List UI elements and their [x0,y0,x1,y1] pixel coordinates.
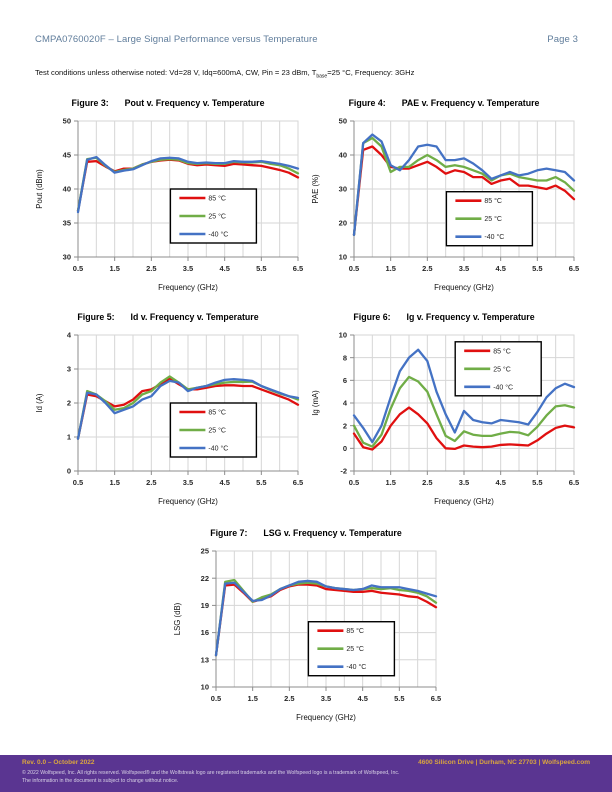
x-tick-label: 2.5 [146,478,157,487]
x-axis-title: Frequency (GHz) [296,713,356,722]
test-conditions [35,68,414,80]
footer-copyright: © 2022 Wolfspeed, Inc. All rights reserved. Wolfspeed® and the Wolfstreak logo are registered trademarks and the Wolfspeed logo is a trademark of Wolfspeed, Inc. [22,770,400,776]
y-axis-title: Id (A) [35,393,44,413]
x-tick-label: 2.5 [422,264,433,273]
figure-3-title [30,98,306,108]
figure-7-title [168,528,444,538]
y-tick-label: 16 [200,628,209,638]
legend-label: -40 °C [208,445,229,453]
figure-label: Figure 4: [348,98,386,108]
x-tick-label: 0.5 [348,478,360,487]
y-tick-label: 3 [66,364,71,374]
legend [446,192,532,246]
y-tick-label: 30 [338,184,347,194]
x-tick-label: 6.5 [292,264,304,273]
x-axis-title: Frequency (GHz) [158,283,218,292]
figure-5-title [30,312,306,322]
figure-6 [306,312,582,517]
x-tick-label: 5.5 [532,478,543,487]
test-conditions-prefix: Test conditions unless otherwise noted: Vd=28 V, Idq=600mA, CW, Pin = 23 dBm, T [35,68,317,77]
legend-label: -40 °C [484,234,505,242]
legend-label: -40 °C [208,231,229,239]
legend [170,189,256,243]
y-tick-label: 13 [200,655,209,665]
x-tick-label: 4.5 [219,478,230,487]
figure-caption: Ig v. Frequency v. Temperature [406,312,535,322]
y-tick-label: 8 [342,353,347,363]
x-axis-title: Frequency (GHz) [158,497,218,506]
legend-label: 85 °C [346,628,364,636]
legend-label: 25 °C [208,213,226,221]
x-tick-label: 5.5 [256,478,267,487]
figure-label: Figure 7: [210,528,248,538]
test-conditions-suffix: =25 °C, Frequency: 3GHz [327,68,415,77]
footer-top-row [22,759,590,766]
figure-3 [30,98,306,303]
y-tick-label: 6 [342,375,347,385]
figure-4-chart-canvas [306,111,582,303]
figure-caption: Pout v. Frequency v. Temperature [124,98,265,108]
x-tick-label: 5.5 [394,694,405,703]
footer-address: 4600 Silicon Drive | Durham, NC 27703 | Wolfspeed.com [418,759,590,766]
x-tick-label: 0.5 [210,694,222,703]
legend-label: 25 °C [484,216,502,224]
figure-4-title [306,98,582,108]
y-tick-label: 10 [338,252,347,262]
y-tick-label: 0 [66,466,71,476]
x-axis-title: Frequency (GHz) [434,283,494,292]
x-tick-label: 3.5 [458,478,470,487]
x-tick-label: 5.5 [256,264,267,273]
y-tick-label: 4 [66,330,71,340]
x-tick-label: 3.5 [182,478,194,487]
x-axis-title: Frequency (GHz) [434,497,494,506]
legend-label: -40 °C [346,664,367,672]
y-axis-title: PAE (%) [311,174,320,204]
page-footer [0,755,612,792]
figure-caption: Id v. Frequency v. Temperature [130,312,259,322]
document-title: CMPA0760020F – Large Signal Performance versus Temperature [35,34,318,45]
x-tick-label: 0.5 [72,478,84,487]
figure-label: Figure 3: [71,98,109,108]
x-tick-label: 1.5 [247,694,258,703]
y-tick-label: 1 [66,432,71,442]
x-tick-label: 1.5 [109,478,120,487]
x-tick-label: 2.5 [422,478,433,487]
y-tick-label: -2 [340,466,347,476]
figure-3-chart-canvas [30,111,306,303]
legend-label: 85 °C [484,198,502,206]
y-tick-label: 50 [338,116,347,126]
y-tick-label: 25 [200,546,209,556]
y-tick-label: 10 [200,682,209,692]
x-tick-label: 4.5 [357,694,368,703]
y-tick-label: 2 [342,421,347,431]
legend-label: 85 °C [208,409,226,417]
figure-4 [306,98,582,303]
figure-label: Figure 5: [77,312,115,322]
legend-label: 25 °C [346,646,364,654]
y-tick-label: 20 [338,218,347,228]
footer-revision: Rev. 0.0 – October 2022 [22,759,95,766]
y-tick-label: 0 [342,443,347,453]
figure-6-chart-canvas [306,325,582,517]
legend [170,403,256,457]
y-tick-label: 2 [66,398,71,408]
x-tick-label: 3.5 [320,694,332,703]
page-header [35,34,578,45]
x-tick-label: 4.5 [219,264,230,273]
footer-notice: The information in the document is subject to change without notice. [22,778,179,785]
legend-label: 85 °C [493,348,511,356]
x-tick-label: 1.5 [109,264,120,273]
y-tick-label: 4 [342,398,347,408]
figure-6-title [306,312,582,322]
legend-label: 25 °C [493,366,511,374]
y-tick-label: 22 [200,573,209,583]
figure-caption: PAE v. Frequency v. Temperature [401,98,540,108]
y-tick-label: 50 [62,116,71,126]
x-tick-label: 6.5 [430,694,442,703]
y-tick-label: 45 [62,150,71,160]
x-tick-label: 6.5 [292,478,304,487]
x-tick-label: 3.5 [458,264,470,273]
y-axis-title: Ig (mA) [311,390,320,416]
y-tick-label: 19 [200,601,209,610]
legend-label: -40 °C [493,384,514,392]
legend-label: 25 °C [208,427,226,435]
x-tick-label: 0.5 [72,264,84,273]
y-tick-label: 10 [338,330,347,340]
x-tick-label: 4.5 [495,478,506,487]
y-axis-title: Pout (dBm) [35,169,44,209]
y-axis-title: LSG (dB) [173,602,182,636]
figure-caption: LSG v. Frequency v. Temperature [263,528,402,538]
y-tick-label: 30 [62,252,71,262]
x-tick-label: 5.5 [532,264,543,273]
y-tick-label: 40 [62,184,71,194]
x-tick-label: 6.5 [568,478,580,487]
x-tick-label: 4.5 [495,264,506,273]
footer-legal [22,769,590,785]
legend [308,622,394,676]
figure-7-chart-canvas [168,541,444,733]
figure-5 [30,312,306,517]
x-tick-label: 6.5 [568,264,580,273]
legend-label: 85 °C [208,195,226,203]
figure-7 [168,528,444,733]
figure-5-chart-canvas [30,325,306,517]
legend [455,342,541,396]
y-tick-label: 35 [62,218,71,228]
x-tick-label: 0.5 [348,264,360,273]
x-tick-label: 1.5 [385,478,396,487]
x-tick-label: 2.5 [284,694,295,703]
y-tick-label: 40 [338,150,347,160]
x-tick-label: 3.5 [182,264,194,273]
x-tick-label: 1.5 [385,264,396,273]
figure-label: Figure 6: [353,312,391,322]
test-conditions-subscript: base [316,73,328,80]
x-tick-label: 2.5 [146,264,157,273]
page-number: Page 3 [547,34,578,45]
